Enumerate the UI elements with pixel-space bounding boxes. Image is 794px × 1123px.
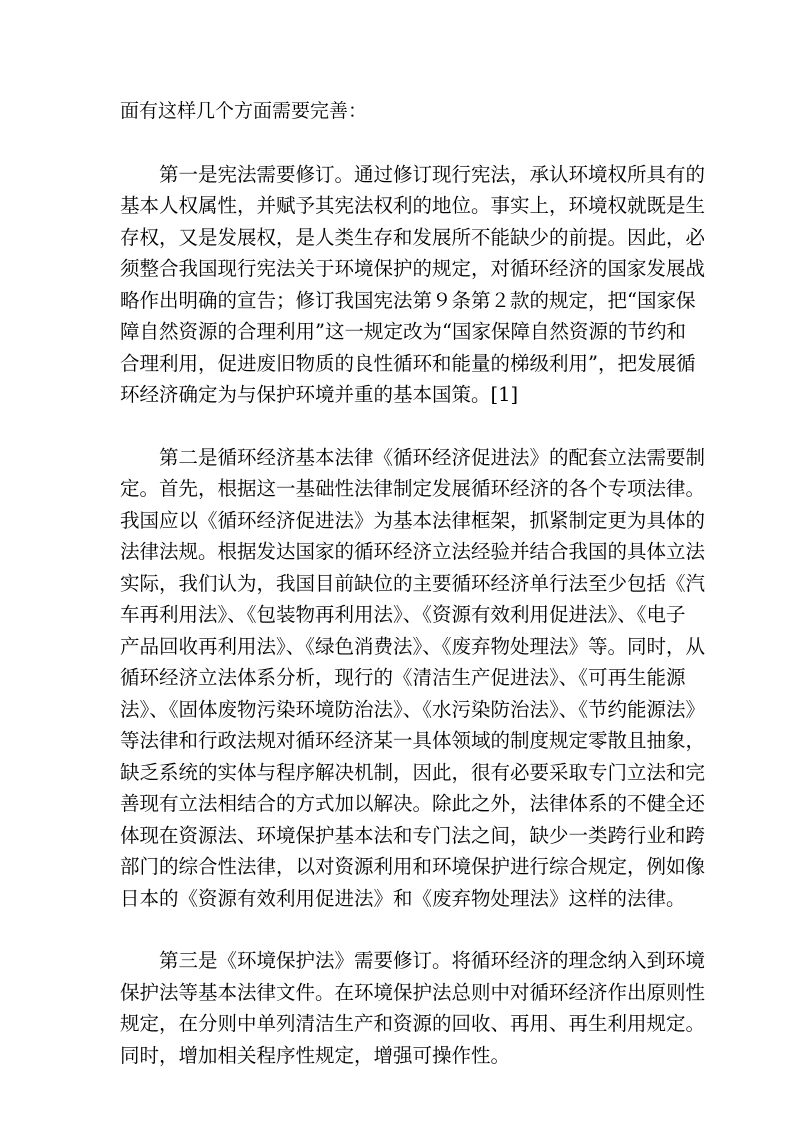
text-line: 产品回收再利用法》、《绿色消费法》、《废弃物处理法》等。同时，从 <box>120 634 706 658</box>
text-line: 日本的《资源有效利用促进法》和《废弃物处理法》这样的法律。 <box>120 886 686 910</box>
text-line: 我国应以《循环经济促进法》为基本法律框架，抓紧制定更为具体的 <box>120 508 706 532</box>
text-line: 循环经济立法体系分析，现行的《清洁生产促进法》、《可再生能源 <box>120 666 686 689</box>
text-line: 面有这样几个方面需要完善： <box>120 100 368 122</box>
text-line: 第三是《环境保护法》需要修订。将循环经济的理念纳入到环境 <box>159 949 706 972</box>
paragraphs <box>120 159 706 1072</box>
text-line: 实际，我们认为，我国目前缺位的主要循环经济单行法至少包括《汽 <box>120 571 706 595</box>
text-line: 第二是循环经济基本法律《循环经济促进法》的配套立法需要制 <box>159 445 706 469</box>
text-line: 环经济确定为与保护环境并重的基本国策。[1] <box>120 383 519 406</box>
text-line: 合理利用，促进废旧物质的良性循环和能量的梯级利用”，把发展循 <box>120 351 696 375</box>
text-line: 障自然资源的合理利用”这一规定改为“国家保障自然资源的节约和 <box>120 320 686 343</box>
text-line: 法》、《固体废物污染环境防治法》、《水污染防治法》、《节约能源法》 <box>120 697 706 721</box>
document-page <box>120 96 706 1071</box>
text-line: 等法律和行政法规对循环经济某一具体领域的制度规定零散且抽象， <box>120 729 706 752</box>
text-line: 部门的综合性法律，以对资源利用和环境保护进行综合规定，例如像 <box>120 855 706 878</box>
paragraph-2 <box>120 442 706 915</box>
text-line: 车再利用法》、《包装物再利用法》、《资源有效利用促进法》、《电子 <box>120 603 686 626</box>
text-line: 略作出明确的宣告；修订我国宪法第９条第２款的规定，把“国家保 <box>120 288 696 312</box>
text-line: 定。首先，根据这一基础性法律制定发展循环经济的各个专项法律。 <box>120 477 706 500</box>
text-line: 同时，增加相关程序性规定，增强可操作性。 <box>120 1043 511 1067</box>
text-line: 保护法等基本法律文件。在环境保护法总则中对循环经济作出原则性 <box>120 980 706 1004</box>
paragraph-1 <box>120 159 706 411</box>
text-line: 缺乏系统的实体与程序解决机制，因此，很有必要采取专门立法和完 <box>120 760 706 784</box>
paragraph-3 <box>120 945 706 1071</box>
text-line: 基本人权属性，并赋予其宪法权利的地位。事实上，环境权就既是生 <box>120 194 706 217</box>
intro-paragraph <box>120 96 676 128</box>
text-line: 善现有立法相结合的方式加以解决。除此之外，法律体系的不健全还 <box>120 792 706 815</box>
text-line: 体现在资源法、环境保护基本法和专门法之间，缺少一类跨行业和跨 <box>120 823 706 847</box>
text-line: 第一是宪法需要修订。通过修订现行宪法，承认环境权所具有的 <box>159 162 706 186</box>
text-line: 规定，在分则中单列清洁生产和资源的回收、再用、再生利用规定。 <box>120 1012 706 1035</box>
text-line: 须整合我国现行宪法关于环境保护的规定，对循环经济的国家发展战 <box>120 257 706 280</box>
text-line: 法律法规。根据发达国家的循环经济立法经验并结合我国的具体立法 <box>120 540 706 563</box>
text-line: 存权，又是发展权，是人类生存和发展所不能缺少的前提。因此，必 <box>120 225 706 249</box>
